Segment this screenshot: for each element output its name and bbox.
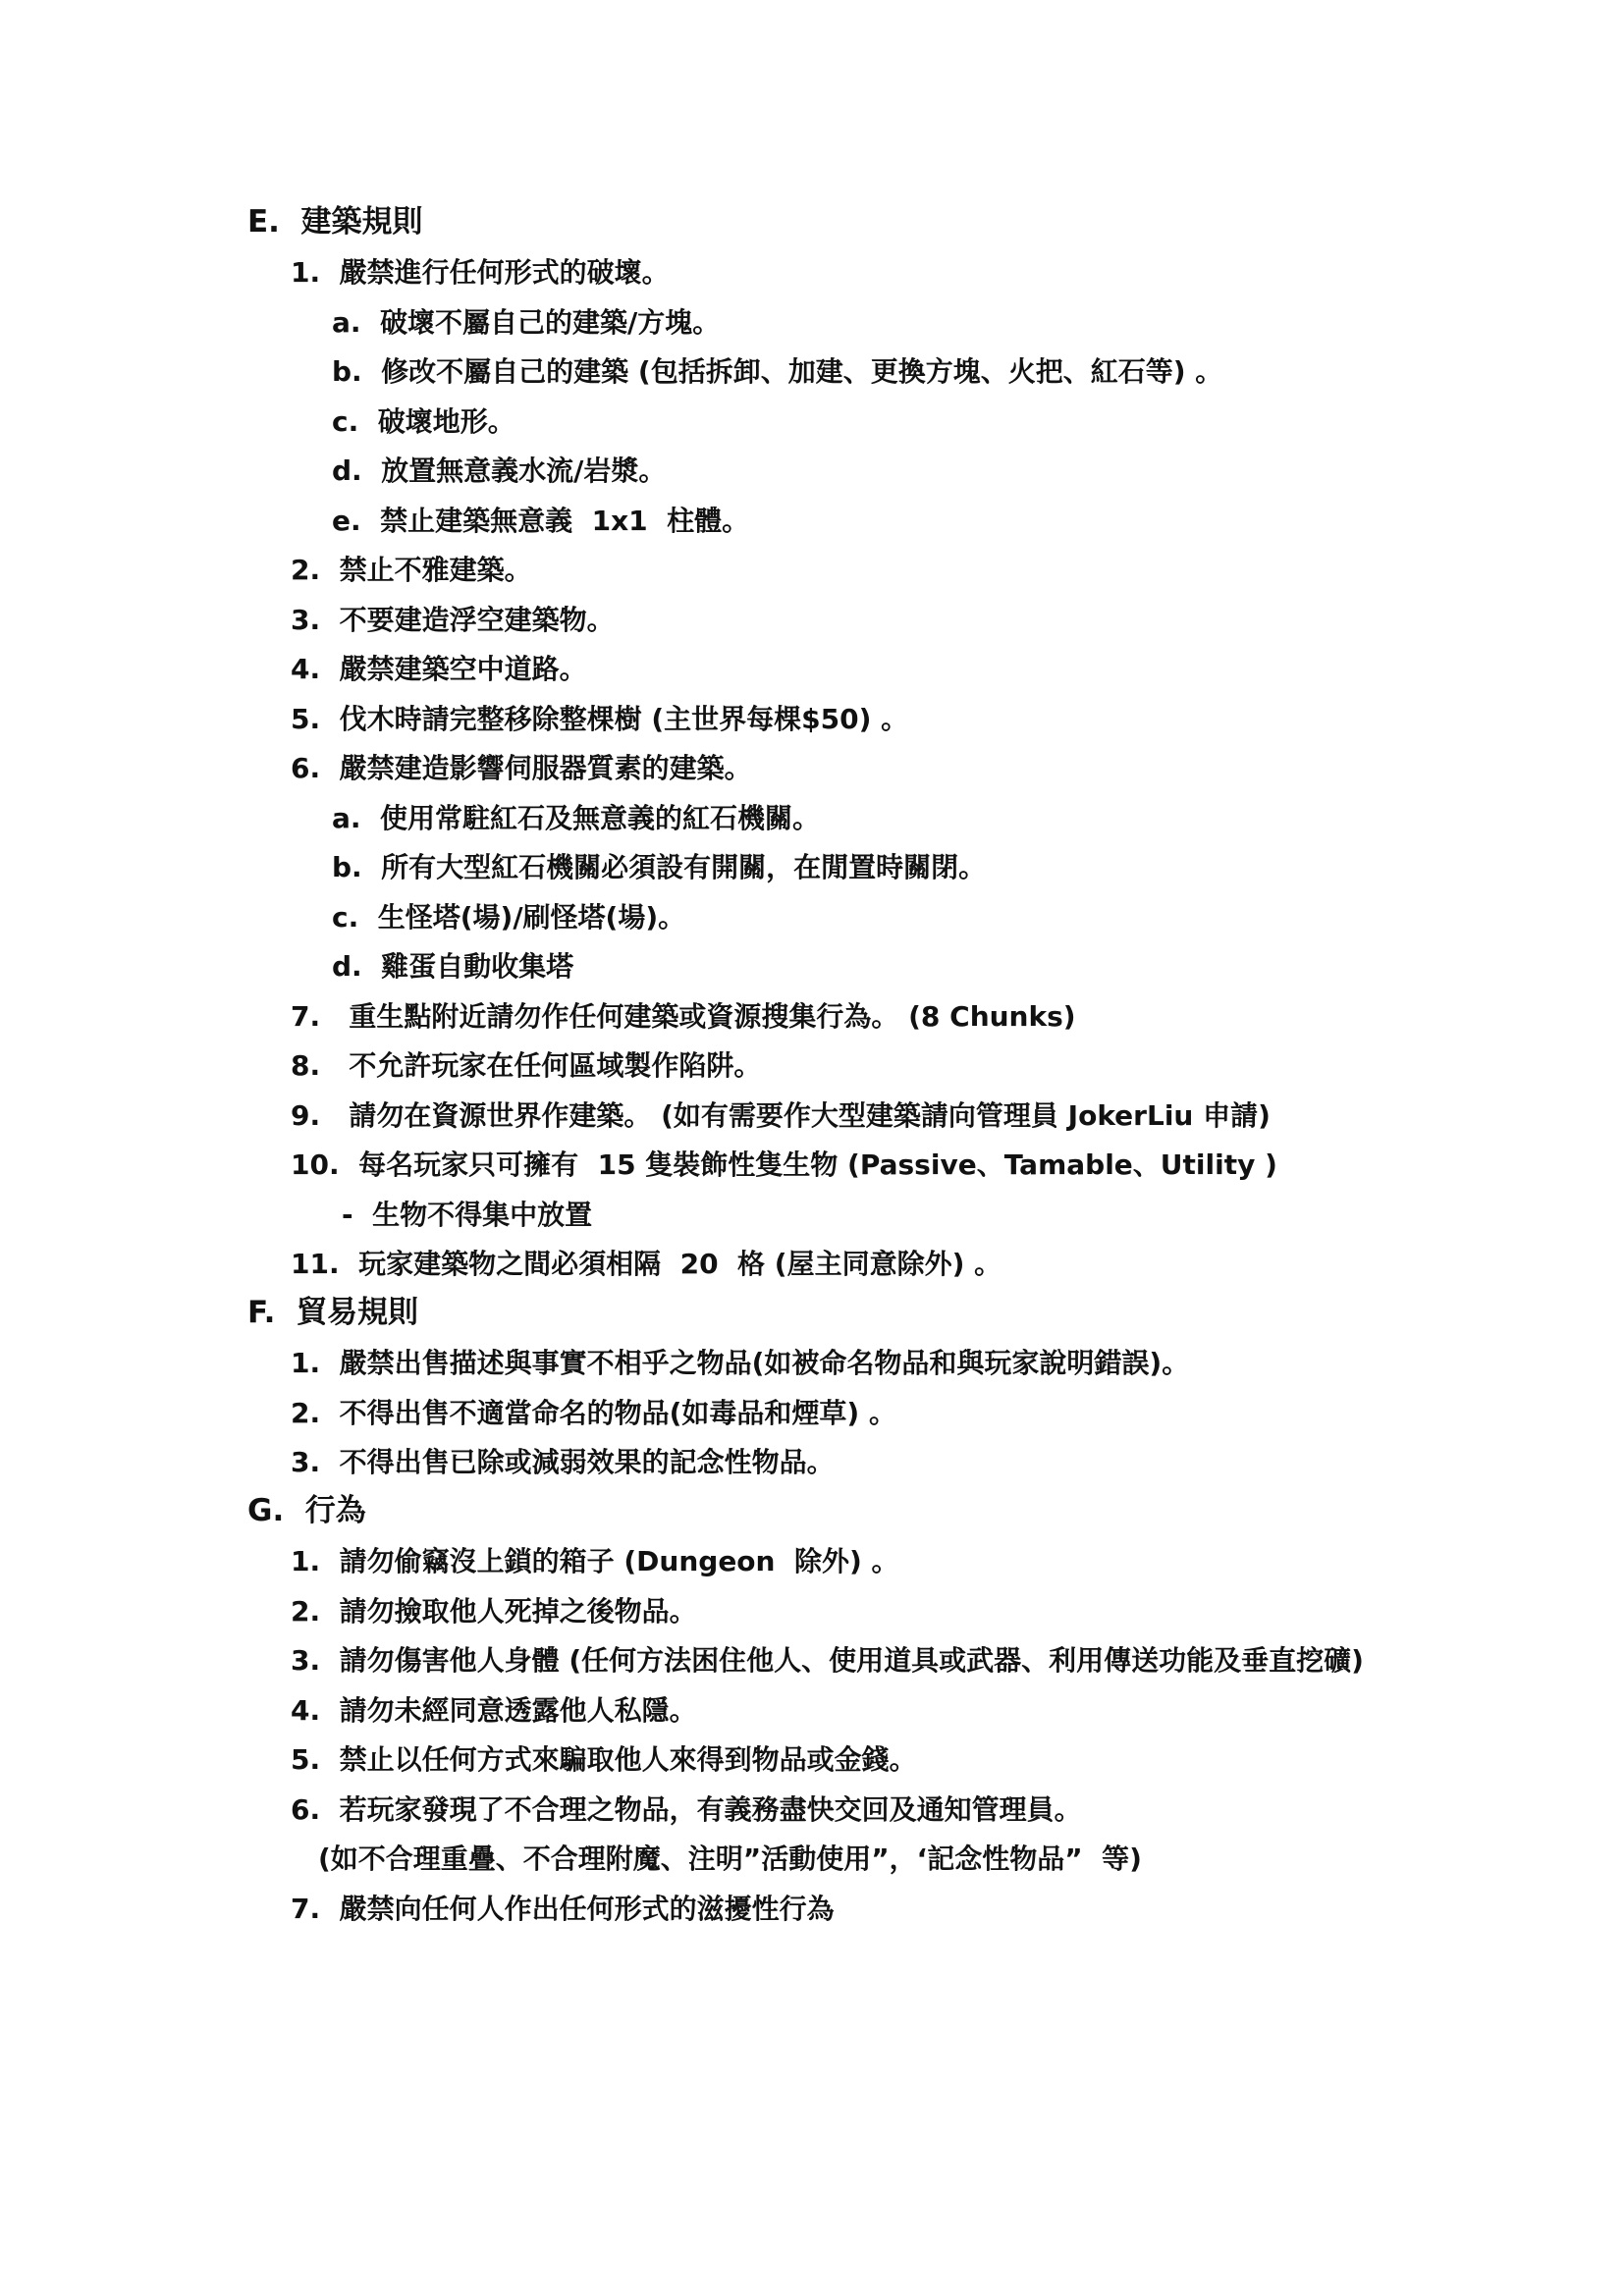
list-item-e6: 6. 嚴禁建造影響伺服器質素的建築。 (291, 752, 752, 784)
list-item-e6c: c. 生怪塔(場)/刷怪塔(場)。 (332, 901, 686, 934)
list-item-f3: 3. 不得出售已除或減弱效果的記念性物品。 (291, 1446, 835, 1478)
list-item-e6a: a. 使用常駐紅石及無意義的紅石機關。 (332, 802, 821, 834)
list-item-e1a: a. 破壞不屬自己的建築/方塊。 (332, 306, 721, 339)
list-item-e9: 9. 請勿在資源世界作建築。 (如有需要作大型建築請向管理員 JokerLiu 申請) (291, 1099, 1271, 1132)
list-item-e1b: b. 修改不屬自己的建築 (包括拆卸、加建、更換方塊、火把、紅石等) 。 (332, 355, 1223, 388)
list-item-e6b: b. 所有大型紅石機關必須設有開關，在閒置時關閉。 (332, 851, 987, 883)
list-item-f1: 1. 嚴禁出售描述與事實不相乎之物品(如被命名物品和與玩家說明錯誤)。 (291, 1347, 1190, 1379)
list-item-e10: 10. 每名玩家只可擁有 15 隻裝飾性隻生物 (Passive、Tamable、Utility ) (291, 1148, 1277, 1181)
list-item-e3: 3. 不要建造浮空建築物。 (291, 604, 615, 636)
list-item-e10-note: - 生物不得集中放置 (342, 1199, 593, 1231)
list-item-g6-note: (如不合理重疊、不合理附魔、注明”活動使用”，‘記念性物品” 等) (318, 1842, 1142, 1875)
list-item-g2: 2. 請勿撿取他人死掉之後物品。 (291, 1595, 697, 1628)
list-item-e1: 1. 嚴禁進行任何形式的破壞。 (291, 256, 670, 289)
list-item-e1e: e. 禁止建築無意義 1x1 柱體。 (332, 505, 750, 537)
section-heading-f: F. 貿易規則 (247, 1295, 418, 1330)
list-item-e1c: c. 破壞地形。 (332, 405, 515, 438)
list-item-e11: 11. 玩家建築物之間必須相隔 20 格 (屋主同意除外) 。 (291, 1248, 1002, 1280)
list-item-e8: 8. 不允許玩家在任何區域製作陷阱。 (291, 1049, 762, 1082)
list-item-g5: 5. 禁止以任何方式來騙取他人來得到物品或金錢。 (291, 1743, 917, 1776)
list-item-g3: 3. 請勿傷害他人身體 (任何方法困住他人、使用道具或武器、利用傳送功能及垂直挖礦) (291, 1644, 1364, 1677)
list-item-f2: 2. 不得出售不適當命名的物品(如毒品和煙草) 。 (291, 1397, 896, 1429)
list-item-e2: 2. 禁止不雅建築。 (291, 554, 532, 586)
list-item-g7: 7. 嚴禁向任何人作出任何形式的滋擾性行為 (291, 1893, 835, 1925)
list-item-g1: 1. 請勿偷竊沒上鎖的箱子 (Dungeon 除外) 。 (291, 1545, 899, 1577)
section-heading-e: E. 建築規則 (247, 204, 423, 240)
list-item-e7: 7. 重生點附近請勿作任何建築或資源搜集行為。 (8 Chunks) (291, 1000, 1076, 1033)
list-item-g6: 6. 若玩家發現了不合理之物品，有義務盡快交回及通知管理員。 (291, 1793, 1082, 1826)
list-item-e4: 4. 嚴禁建築空中道路。 (291, 653, 587, 685)
list-item-e5: 5. 伐木時請完整移除整棵樹 (主世界每棵$50) 。 (291, 703, 909, 735)
section-heading-g: G. 行為 (247, 1493, 366, 1528)
list-item-e1d: d. 放置無意義水流/岩漿。 (332, 454, 667, 487)
list-item-e6d: d. 雞蛋自動收集塔 (332, 950, 574, 983)
list-item-g4: 4. 請勿未經同意透露他人私隱。 (291, 1694, 697, 1727)
